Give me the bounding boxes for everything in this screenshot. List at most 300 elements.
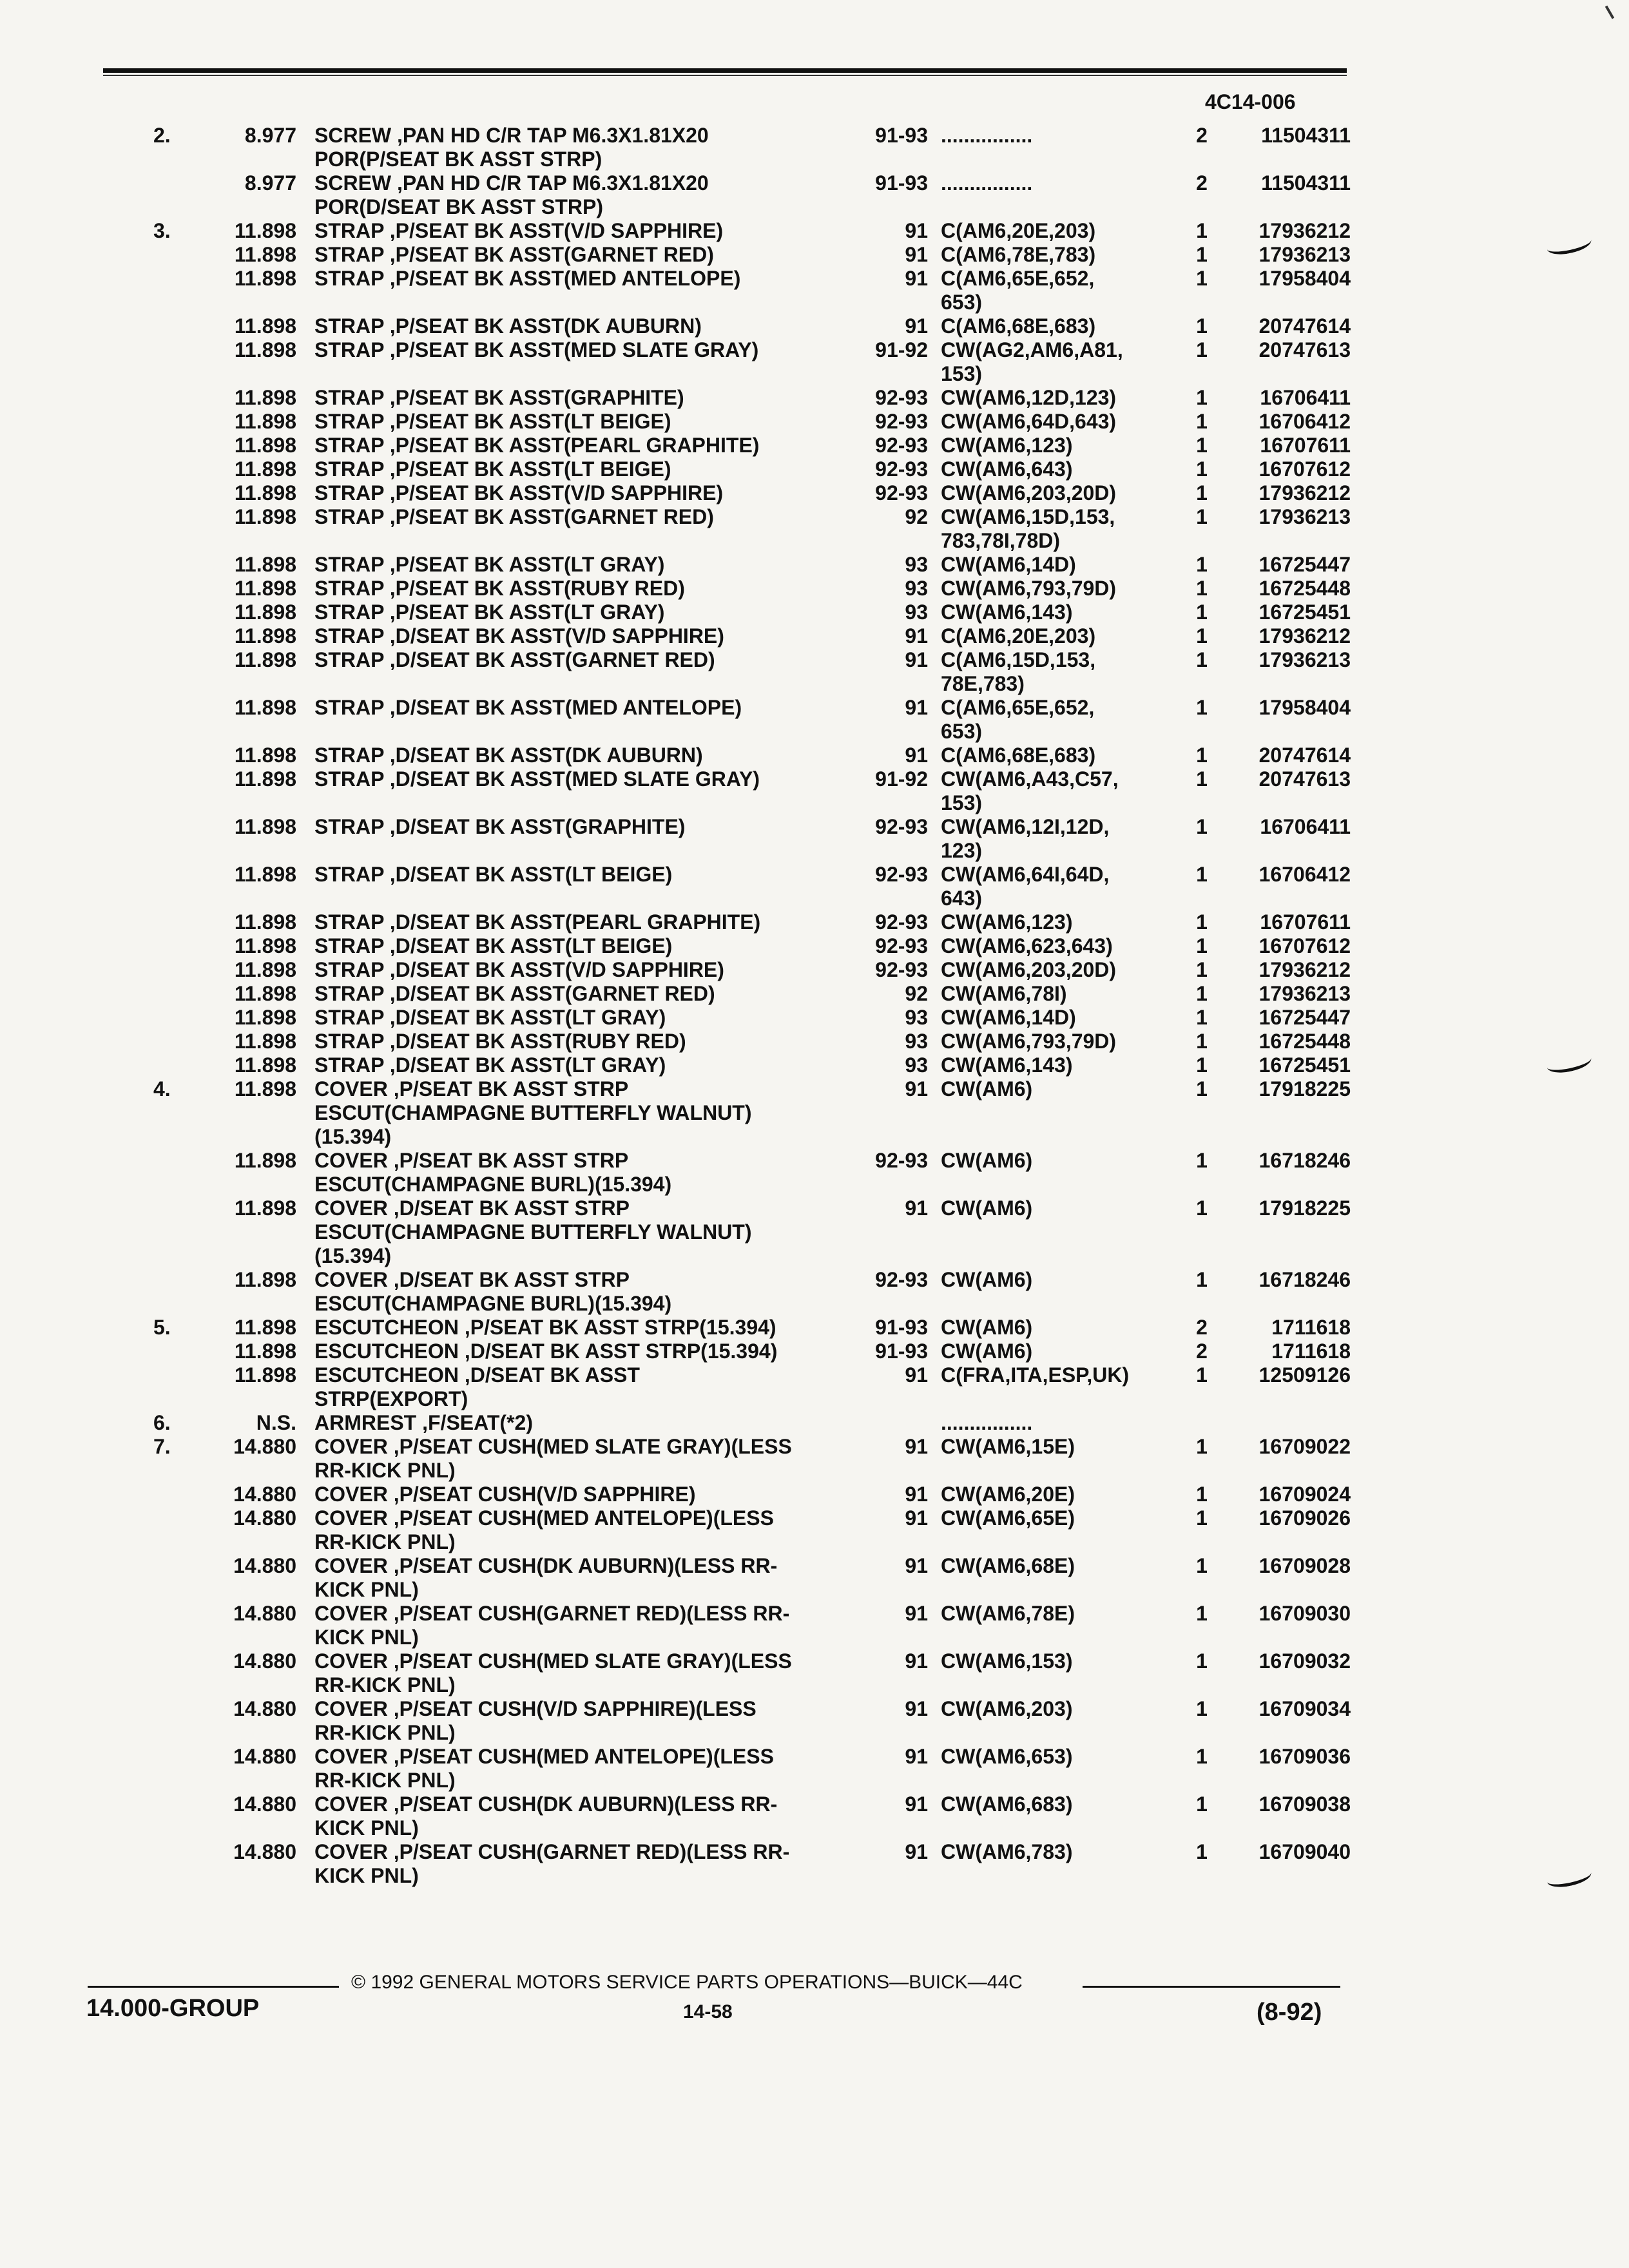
quantity: 1 xyxy=(1196,1554,1208,1577)
application-code: CW(AM6,793,79D) xyxy=(941,577,1117,600)
part-description-cont: ESCUT(CHAMPAGNE BURL)(15.394) xyxy=(314,1292,672,1315)
quantity: 1 xyxy=(1196,982,1208,1005)
part-description-cont: POR(D/SEAT BK ASST STRP) xyxy=(314,195,604,218)
part-number: 16718246 xyxy=(1258,1268,1351,1291)
part-description: COVER ,P/SEAT CUSH(V/D SAPPHIRE)(LESS xyxy=(314,1697,757,1720)
model-years: 91 xyxy=(905,1792,928,1816)
model-years: 92-93 xyxy=(875,958,928,981)
part-description-cont: RR-KICK PNL) xyxy=(314,1769,456,1792)
model-years: 91 xyxy=(905,1745,928,1768)
part-number: 17936213 xyxy=(1258,982,1351,1005)
part-description: STRAP ,P/SEAT BK ASST(V/D SAPPHIRE) xyxy=(314,219,724,242)
copyright-line: © 1992 GENERAL MOTORS SERVICE PARTS OPERATIONS—BUICK—44C xyxy=(351,1972,1023,1993)
group-number: 11.898 xyxy=(234,601,296,624)
application-code: CW(AM6,15E) xyxy=(941,1435,1075,1458)
quantity: 1 xyxy=(1196,1435,1208,1458)
part-description: COVER ,P/SEAT BK ASST STRP xyxy=(314,1149,629,1172)
model-years: 92-93 xyxy=(875,1149,928,1172)
part-description-cont: KICK PNL) xyxy=(314,1578,419,1601)
application-code: CW(AM6) xyxy=(941,1268,1033,1291)
part-number: 1711618 xyxy=(1271,1316,1351,1339)
part-description: ESCUTCHEON ,D/SEAT BK ASST xyxy=(314,1363,640,1387)
application-code-cont: 643) xyxy=(941,887,983,910)
part-description: COVER ,P/SEAT CUSH(V/D SAPPHIRE) xyxy=(314,1483,696,1506)
part-number: 16709036 xyxy=(1258,1745,1351,1768)
application-code: CW(AM6,123) xyxy=(941,910,1073,934)
application-code: CW(AM6,15D,153, xyxy=(941,505,1115,528)
part-number: 17958404 xyxy=(1258,696,1351,719)
model-years: 91 xyxy=(905,744,928,767)
group-number: 11.898 xyxy=(234,219,296,242)
quantity: 1 xyxy=(1196,553,1208,576)
model-years: 91 xyxy=(905,1483,928,1506)
model-years: 91 xyxy=(905,267,928,290)
part-number: 16709028 xyxy=(1258,1554,1351,1577)
group-number: 11.898 xyxy=(234,1006,296,1029)
group-number: 14.880 xyxy=(233,1506,296,1530)
quantity: 1 xyxy=(1196,744,1208,767)
part-description: STRAP ,D/SEAT BK ASST(MED SLATE GRAY) xyxy=(314,767,760,791)
part-description: COVER ,D/SEAT BK ASST STRP xyxy=(314,1196,630,1220)
application-code: CW(AM6,64I,64D, xyxy=(941,863,1110,886)
application-code-cont: 153) xyxy=(941,791,983,814)
part-description: STRAP ,D/SEAT BK ASST(GRAPHITE) xyxy=(314,815,686,838)
quantity: 1 xyxy=(1196,767,1208,791)
part-description-cont: KICK PNL) xyxy=(314,1864,419,1887)
part-number: 16709040 xyxy=(1258,1840,1351,1863)
quantity: 1 xyxy=(1196,267,1208,290)
model-years: 91 xyxy=(905,696,928,719)
application-code: CW(AG2,AM6,A81, xyxy=(941,338,1123,361)
application-code: CW(AM6,14D) xyxy=(941,1006,1076,1029)
quantity: 1 xyxy=(1196,815,1208,838)
part-number: 16709038 xyxy=(1258,1792,1351,1816)
application-code: CW(AM6,12I,12D, xyxy=(941,815,1110,838)
part-description: STRAP ,D/SEAT BK ASST(GARNET RED) xyxy=(314,648,715,671)
part-description: ESCUTCHEON ,P/SEAT BK ASST STRP(15.394) xyxy=(314,1316,776,1339)
item-number: 2. xyxy=(153,124,171,147)
part-description: STRAP ,D/SEAT BK ASST(GARNET RED) xyxy=(314,982,715,1005)
part-description: STRAP ,P/SEAT BK ASST(PEARL GRAPHITE) xyxy=(314,434,760,457)
model-years: 91 xyxy=(905,1506,928,1530)
application-code: CW(AM6,A43,C57, xyxy=(941,767,1119,791)
model-years: 93 xyxy=(905,577,928,600)
model-years: 92 xyxy=(905,505,928,528)
quantity: 1 xyxy=(1196,1506,1208,1530)
part-description-cont: RR-KICK PNL) xyxy=(314,1721,456,1744)
part-description-cont: KICK PNL) xyxy=(314,1816,419,1840)
quantity: 1 xyxy=(1196,434,1208,457)
part-number: 16709032 xyxy=(1258,1649,1351,1673)
group-number: 11.898 xyxy=(234,648,296,671)
part-description: STRAP ,D/SEAT BK ASST(V/D SAPPHIRE) xyxy=(314,624,724,648)
part-description: STRAP ,P/SEAT BK ASST(MED ANTELOPE) xyxy=(314,267,741,290)
part-number: 16718246 xyxy=(1258,1149,1351,1172)
group-number: 14.880 xyxy=(233,1649,296,1673)
model-years: 92-93 xyxy=(875,934,928,957)
part-description-cont: (15.394) xyxy=(314,1244,392,1267)
part-number: 16725451 xyxy=(1258,1053,1351,1077)
quantity: 1 xyxy=(1196,481,1208,505)
part-number: 16709024 xyxy=(1258,1483,1351,1506)
part-number: 16706412 xyxy=(1258,863,1351,886)
group-number: 11.898 xyxy=(234,1030,296,1053)
model-years: 92-93 xyxy=(875,863,928,886)
quantity: 1 xyxy=(1196,314,1208,338)
application-code-cont: 153) xyxy=(941,362,983,385)
group-number: 11.898 xyxy=(234,696,296,719)
application-code: C(FRA,ITA,ESP,UK) xyxy=(941,1363,1130,1387)
part-number: 17958404 xyxy=(1258,267,1351,290)
quantity: 1 xyxy=(1196,1363,1208,1387)
group-number: N.S. xyxy=(256,1411,296,1434)
model-years: 91 xyxy=(905,314,928,338)
part-number: 16725448 xyxy=(1258,577,1351,600)
group-number: 11.898 xyxy=(234,1149,296,1172)
model-years: 91 xyxy=(905,624,928,648)
model-years: 91-93 xyxy=(875,1316,928,1339)
group-number: 11.898 xyxy=(234,553,296,576)
group-number: 11.898 xyxy=(234,434,296,457)
group-number: 11.898 xyxy=(234,1053,296,1077)
part-number: 16707611 xyxy=(1260,434,1351,457)
group-number: 14.880 xyxy=(233,1697,296,1720)
model-years: 93 xyxy=(905,1053,928,1077)
quantity: 1 xyxy=(1196,1840,1208,1863)
part-number: 17936212 xyxy=(1258,624,1351,648)
quantity: 1 xyxy=(1196,624,1208,648)
part-number: 16725447 xyxy=(1258,553,1351,576)
top-rule xyxy=(103,68,1347,73)
application-code: C(AM6,65E,652, xyxy=(941,696,1095,719)
application-code: C(AM6,78E,783) xyxy=(941,243,1096,266)
model-years: 91 xyxy=(905,1840,928,1863)
model-years: 91 xyxy=(905,1602,928,1625)
group-number: 11.898 xyxy=(234,934,296,957)
part-description: STRAP ,P/SEAT BK ASST(V/D SAPPHIRE) xyxy=(314,481,724,505)
part-number: 20747614 xyxy=(1258,744,1351,767)
group-number: 8.977 xyxy=(244,171,296,195)
application-code: C(AM6,20E,203) xyxy=(941,624,1096,648)
application-code: CW(AM6,143) xyxy=(941,601,1073,624)
part-description: COVER ,P/SEAT CUSH(GARNET RED)(LESS RR- xyxy=(314,1602,790,1625)
part-description: STRAP ,D/SEAT BK ASST(LT BEIGE) xyxy=(314,934,673,957)
group-number: 11.898 xyxy=(234,1316,296,1339)
group-number: 11.898 xyxy=(234,1196,296,1220)
application-code: ................ xyxy=(941,1411,1033,1434)
application-code: C(AM6,68E,683) xyxy=(941,314,1096,338)
group-number: 11.898 xyxy=(234,744,296,767)
part-number: 17936213 xyxy=(1258,505,1351,528)
model-years: 93 xyxy=(905,1030,928,1053)
quantity: 1 xyxy=(1196,1602,1208,1625)
quantity: 1 xyxy=(1196,1792,1208,1816)
model-years: 91 xyxy=(905,1554,928,1577)
part-description: STRAP ,P/SEAT BK ASST(RUBY RED) xyxy=(314,577,685,600)
model-years: 91 xyxy=(905,243,928,266)
part-number: 12509126 xyxy=(1258,1363,1351,1387)
part-description: STRAP ,P/SEAT BK ASST(DK AUBURN) xyxy=(314,314,702,338)
group-number: 11.898 xyxy=(234,1340,296,1363)
group-number: 11.898 xyxy=(234,481,296,505)
group-number: 14.880 xyxy=(233,1840,296,1863)
quantity: 1 xyxy=(1196,1483,1208,1506)
group-number: 14.880 xyxy=(233,1483,296,1506)
application-code: ................ xyxy=(941,124,1033,147)
group-number: 11.898 xyxy=(234,410,296,433)
model-years: 92-93 xyxy=(875,386,928,409)
model-years: 91 xyxy=(905,1435,928,1458)
part-number: 17918225 xyxy=(1258,1077,1351,1100)
check-mark xyxy=(1545,1864,1593,1890)
model-years: 91-92 xyxy=(875,338,928,361)
application-code: CW(AM6) xyxy=(941,1316,1033,1339)
quantity: 1 xyxy=(1196,1649,1208,1673)
date-code: (8-92) xyxy=(1257,1999,1322,2026)
part-description: STRAP ,P/SEAT BK ASST(LT BEIGE) xyxy=(314,457,671,481)
model-years: 92-93 xyxy=(875,434,928,457)
part-number: 16707612 xyxy=(1258,934,1351,957)
part-description: SCREW ,PAN HD C/R TAP M6.3X1.81X20 xyxy=(314,171,709,195)
application-code: CW(AM6,203,20D) xyxy=(941,958,1117,981)
part-description: STRAP ,D/SEAT BK ASST(LT GRAY) xyxy=(314,1006,666,1029)
part-description: COVER ,P/SEAT CUSH(DK AUBURN)(LESS RR- xyxy=(314,1792,778,1816)
part-number: 11504311 xyxy=(1261,124,1351,147)
item-number: 4. xyxy=(153,1077,171,1100)
application-code-cont: 653) xyxy=(941,720,983,743)
group-number: 11.898 xyxy=(234,767,296,791)
part-description: COVER ,P/SEAT CUSH(MED SLATE GRAY)(LESS xyxy=(314,1649,792,1673)
application-code: CW(AM6,643) xyxy=(941,457,1073,481)
quantity: 1 xyxy=(1196,505,1208,528)
quantity: 1 xyxy=(1196,386,1208,409)
model-years: 91 xyxy=(905,1363,928,1387)
group-number: 11.898 xyxy=(234,243,296,266)
group-number: 11.898 xyxy=(234,386,296,409)
model-years: 93 xyxy=(905,1006,928,1029)
model-years: 91-92 xyxy=(875,767,928,791)
model-years: 92-93 xyxy=(875,410,928,433)
part-number: 16709030 xyxy=(1258,1602,1351,1625)
application-code: CW(AM6,65E) xyxy=(941,1506,1075,1530)
part-description: COVER ,P/SEAT CUSH(MED ANTELOPE)(LESS xyxy=(314,1745,774,1768)
model-years: 91 xyxy=(905,648,928,671)
model-years: 91 xyxy=(905,219,928,242)
part-description: COVER ,D/SEAT BK ASST STRP xyxy=(314,1268,630,1291)
part-description-cont: KICK PNL) xyxy=(314,1626,419,1649)
quantity: 1 xyxy=(1196,696,1208,719)
part-description: STRAP ,D/SEAT BK ASST(DK AUBURN) xyxy=(314,744,703,767)
part-description: SCREW ,PAN HD C/R TAP M6.3X1.81X20 xyxy=(314,124,709,147)
quantity: 1 xyxy=(1196,410,1208,433)
part-description-cont: STRP(EXPORT) xyxy=(314,1387,468,1410)
application-code: C(AM6,15D,153, xyxy=(941,648,1096,671)
part-description: STRAP ,P/SEAT BK ASST(MED SLATE GRAY) xyxy=(314,338,759,361)
part-number: 17936212 xyxy=(1258,481,1351,505)
group-number: 11.898 xyxy=(234,1077,296,1100)
part-description: STRAP ,P/SEAT BK ASST(GRAPHITE) xyxy=(314,386,684,409)
part-description-cont: RR-KICK PNL) xyxy=(314,1673,456,1696)
document-code: 4C14-006 xyxy=(1205,90,1296,113)
group-number: 8.977 xyxy=(244,124,296,147)
group-number: 14.880 xyxy=(233,1792,296,1816)
application-code: CW(AM6,203) xyxy=(941,1697,1073,1720)
quantity: 1 xyxy=(1196,958,1208,981)
group-number: 11.898 xyxy=(234,863,296,886)
application-code-cont: 783,78I,78D) xyxy=(941,529,1061,552)
quantity: 1 xyxy=(1196,863,1208,886)
application-code: CW(AM6,153) xyxy=(941,1649,1073,1673)
footer-rule-right xyxy=(1083,1986,1340,1988)
part-number: 20747613 xyxy=(1258,767,1351,791)
model-years: 92-93 xyxy=(875,910,928,934)
application-code: C(AM6,65E,652, xyxy=(941,267,1095,290)
application-code: CW(AM6,623,643) xyxy=(941,934,1113,957)
group-number: 14.880 xyxy=(233,1554,296,1577)
item-number: 5. xyxy=(153,1316,171,1339)
quantity: 1 xyxy=(1196,338,1208,361)
quantity: 1 xyxy=(1196,457,1208,481)
quantity: 1 xyxy=(1196,1030,1208,1053)
part-description: STRAP ,D/SEAT BK ASST(V/D SAPPHIRE) xyxy=(314,958,724,981)
part-number: 17936213 xyxy=(1258,648,1351,671)
model-years: 91 xyxy=(905,1196,928,1220)
model-years: 92-93 xyxy=(875,815,928,838)
part-number: 17918225 xyxy=(1258,1196,1351,1220)
application-code: CW(AM6,143) xyxy=(941,1053,1073,1077)
quantity: 1 xyxy=(1196,934,1208,957)
quantity: 2 xyxy=(1196,1316,1208,1339)
part-description-cont: ESCUT(CHAMPAGNE BURL)(15.394) xyxy=(314,1173,672,1196)
part-number: 17936212 xyxy=(1258,958,1351,981)
part-number: 1711618 xyxy=(1271,1340,1351,1363)
part-description-cont: POR(P/SEAT BK ASST STRP) xyxy=(314,148,602,171)
part-description: STRAP ,P/SEAT BK ASST(LT GRAY) xyxy=(314,601,665,624)
part-description-cont: ESCUT(CHAMPAGNE BUTTERFLY WALNUT) xyxy=(314,1101,752,1124)
part-description: STRAP ,D/SEAT BK ASST(PEARL GRAPHITE) xyxy=(314,910,761,934)
group-number: 11.898 xyxy=(234,1268,296,1291)
group-number: 14.880 xyxy=(233,1435,296,1458)
model-years: 91 xyxy=(905,1077,928,1100)
application-code: CW(AM6,14D) xyxy=(941,553,1076,576)
application-code: ................ xyxy=(941,171,1033,195)
part-number: 17936213 xyxy=(1258,243,1351,266)
part-description: STRAP ,P/SEAT BK ASST(LT GRAY) xyxy=(314,553,665,576)
quantity: 2 xyxy=(1196,171,1208,195)
group-number: 11.898 xyxy=(234,910,296,934)
group-number: 11.898 xyxy=(234,958,296,981)
part-number: 20747613 xyxy=(1258,338,1351,361)
item-number: 3. xyxy=(153,219,171,242)
application-code: CW(AM6,68E) xyxy=(941,1554,1075,1577)
part-description: ARMREST ,F/SEAT(*2) xyxy=(314,1411,533,1434)
group-number: 11.898 xyxy=(234,577,296,600)
application-code: CW(AM6) xyxy=(941,1340,1033,1363)
part-number: 16709022 xyxy=(1258,1435,1351,1458)
part-description: COVER ,P/SEAT CUSH(GARNET RED)(LESS RR- xyxy=(314,1840,790,1863)
group-number: 11.898 xyxy=(234,1363,296,1387)
quantity: 1 xyxy=(1196,577,1208,600)
part-description: STRAP ,P/SEAT BK ASST(LT BEIGE) xyxy=(314,410,671,433)
model-years: 92-93 xyxy=(875,457,928,481)
quantity: 1 xyxy=(1196,1196,1208,1220)
group-number: 11.898 xyxy=(234,982,296,1005)
part-number: 16725451 xyxy=(1258,601,1351,624)
part-number: 20747614 xyxy=(1258,314,1351,338)
application-code: CW(AM6,78I) xyxy=(941,982,1067,1005)
quantity: 1 xyxy=(1196,1006,1208,1029)
group-number: 11.898 xyxy=(234,815,296,838)
application-code-cont: 78E,783) xyxy=(941,672,1025,695)
footer-rule-left xyxy=(88,1986,339,1988)
part-description: STRAP ,P/SEAT BK ASST(GARNET RED) xyxy=(314,505,714,528)
model-years: 91-93 xyxy=(875,124,928,147)
quantity: 2 xyxy=(1196,124,1208,147)
application-code: CW(AM6,20E) xyxy=(941,1483,1075,1506)
part-description: STRAP ,D/SEAT BK ASST(MED ANTELOPE) xyxy=(314,696,742,719)
quantity: 1 xyxy=(1196,601,1208,624)
group-number: 11.898 xyxy=(234,624,296,648)
part-number: 16706411 xyxy=(1260,815,1351,838)
part-description: STRAP ,P/SEAT BK ASST(GARNET RED) xyxy=(314,243,714,266)
model-years: 92-93 xyxy=(875,481,928,505)
group-number: 11.898 xyxy=(234,338,296,361)
part-number: 16709034 xyxy=(1258,1697,1351,1720)
part-description: COVER ,P/SEAT CUSH(MED ANTELOPE)(LESS xyxy=(314,1506,774,1530)
model-years: 93 xyxy=(905,553,928,576)
part-description-cont: ESCUT(CHAMPAGNE BUTTERFLY WALNUT) xyxy=(314,1220,752,1244)
model-years: 93 xyxy=(905,601,928,624)
check-mark xyxy=(1545,1050,1593,1076)
group-number: 11.898 xyxy=(234,267,296,290)
part-number: 16706412 xyxy=(1258,410,1351,433)
model-years: 91 xyxy=(905,1649,928,1673)
application-code: CW(AM6,203,20D) xyxy=(941,481,1117,505)
quantity: 1 xyxy=(1196,1053,1208,1077)
application-code-cont: 123) xyxy=(941,839,983,862)
group-number: 14.880 xyxy=(233,1745,296,1768)
item-number: 7. xyxy=(153,1435,171,1458)
quantity: 1 xyxy=(1196,1077,1208,1100)
group-number: 11.898 xyxy=(234,505,296,528)
part-description: ESCUTCHEON ,D/SEAT BK ASST STRP(15.394) xyxy=(314,1340,778,1363)
check-mark xyxy=(1545,231,1593,258)
model-years: 91 xyxy=(905,1697,928,1720)
quantity: 1 xyxy=(1196,1268,1208,1291)
application-code: CW(AM6,78E) xyxy=(941,1602,1075,1625)
quantity: 1 xyxy=(1196,910,1208,934)
application-code: CW(AM6,793,79D) xyxy=(941,1030,1117,1053)
part-number: 11504311 xyxy=(1261,171,1351,195)
corner-mark xyxy=(1605,5,1614,19)
application-code: CW(AM6,783) xyxy=(941,1840,1073,1863)
application-code: CW(AM6) xyxy=(941,1077,1033,1100)
part-number: 16706411 xyxy=(1260,386,1351,409)
model-years: 91-93 xyxy=(875,171,928,195)
top-rule-thin xyxy=(103,75,1347,76)
quantity: 1 xyxy=(1196,1745,1208,1768)
group-number: 11.898 xyxy=(234,457,296,481)
group-label: 14.000-GROUP xyxy=(86,1995,260,2022)
page-number: 14-58 xyxy=(683,2001,733,2023)
application-code-cont: 653) xyxy=(941,291,983,314)
part-number: 16725448 xyxy=(1258,1030,1351,1053)
part-description: STRAP ,D/SEAT BK ASST(LT BEIGE) xyxy=(314,863,673,886)
part-number: 17936212 xyxy=(1258,219,1351,242)
model-years: 91-93 xyxy=(875,1340,928,1363)
part-number: 16725447 xyxy=(1258,1006,1351,1029)
part-number: 16707612 xyxy=(1258,457,1351,481)
